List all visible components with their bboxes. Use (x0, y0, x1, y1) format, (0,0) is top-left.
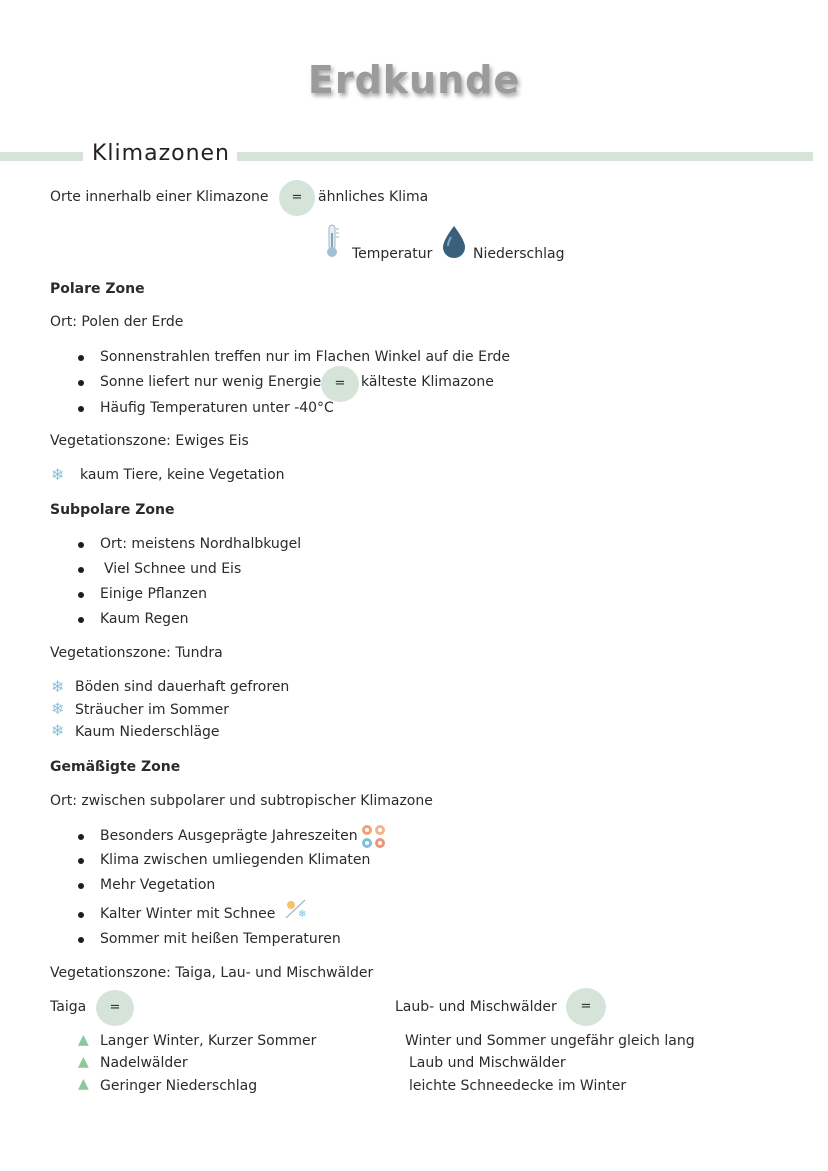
list-item: leichte Schneedecke im Winter (409, 1078, 627, 1094)
polar-heading: Polare Zone (50, 281, 145, 297)
subpolar-heading: Subpolare Zone (50, 502, 175, 518)
list-item: Sonne liefert nur wenig Energie (100, 374, 322, 390)
snowflake-icon: ❄ (51, 677, 65, 696)
list-item: Besonders Ausgeprägte Jahreszeiten (100, 828, 358, 844)
snow-line: Böden sind dauerhaft gefroren (75, 679, 290, 695)
bullet-dot (78, 542, 84, 548)
list-item: Geringer Niederschlag (100, 1078, 258, 1094)
thermometer-icon (323, 223, 343, 259)
section-heading: Klimazonen (92, 141, 230, 166)
tree-icon: ▲ (78, 1076, 89, 1092)
bullet-dot (78, 937, 84, 943)
list-item: Kaum Regen (100, 611, 189, 627)
list-item: Sommer mit heißen Temperaturen (100, 931, 341, 947)
bullet-dot (78, 617, 84, 623)
list-item: Häufig Temperaturen unter -40°C (100, 400, 334, 416)
snow-line: Kaum Niederschläge (75, 724, 220, 740)
bullet-dot (78, 858, 84, 864)
temperate-vegetation: Vegetationszone: Taiga, Lau- und Mischwälder (50, 965, 374, 981)
equals-circle: = (566, 988, 606, 1026)
snowflake-icon: ❄ (51, 721, 65, 740)
list-item: Mehr Vegetation (100, 877, 216, 893)
heading-bar-left (0, 152, 83, 161)
tree-icon: ▲ (78, 1032, 89, 1048)
bullet-dot (78, 406, 84, 412)
equals-circle: = (96, 990, 134, 1026)
subpolar-vegetation: Vegetationszone: Tundra (50, 645, 223, 661)
heading-bar-right (237, 152, 813, 161)
bullet-dot (78, 883, 84, 889)
snow-line: kaum Tiere, keine Vegetation (80, 467, 285, 483)
taiga-label: Taiga (50, 999, 87, 1015)
bullet-dot (78, 380, 84, 386)
bullet-dot (78, 567, 84, 573)
polar-vegetation: Vegetationszone: Ewiges Eis (50, 433, 249, 449)
equals-circle: = (321, 366, 359, 402)
list-item: Laub und Mischwälder (409, 1055, 566, 1071)
water-drop-icon (441, 225, 467, 259)
mixed-forest-label: Laub- und Mischwälder (395, 999, 557, 1015)
polar-location: Ort: Polen der Erde (50, 314, 184, 330)
list-item: Winter und Sommer ungefähr gleich lang (405, 1033, 695, 1049)
list-item: Viel Schnee und Eis (104, 561, 242, 577)
bullet-dot (78, 834, 84, 840)
bullet-dot (78, 355, 84, 361)
equals-circle: = (279, 180, 315, 216)
intro-left: Orte innerhalb einer Klimazone (50, 189, 269, 205)
bullet-dot (78, 592, 84, 598)
snowflake-icon: ❄ (51, 699, 65, 718)
intro-right: ähnliches Klima (318, 189, 429, 205)
temperate-location: Ort: zwischen subpolarer und subtropischer Klimazone (50, 793, 433, 809)
list-item: Langer Winter, Kurzer Sommer (100, 1033, 317, 1049)
bullet-dot (78, 912, 84, 918)
list-item: Einige Pflanzen (100, 586, 207, 602)
sun-snow-icon (284, 898, 308, 920)
list-item: Ort: meistens Nordhalbkugel (100, 536, 302, 552)
page-title: Erdkunde (307, 58, 521, 102)
temperate-heading: Gemäßigte Zone (50, 759, 181, 775)
snow-line: Sträucher im Sommer (75, 702, 230, 718)
list-item: Nadelwälder (100, 1055, 188, 1071)
list-item: Kalter Winter mit Schnee (100, 906, 276, 922)
seasons-icon (360, 824, 388, 850)
precipitation-label: Niederschlag (473, 246, 565, 262)
snowflake-icon: ❄ (51, 465, 65, 484)
list-item: Sonnenstrahlen treffen nur im Flachen Winkel auf die Erde (100, 349, 510, 365)
list-item: Klima zwischen umliegenden Klimaten (100, 852, 371, 868)
svg-text:❄: ❄ (298, 909, 307, 920)
tree-icon: ▲ (78, 1054, 89, 1070)
list-item-tail: kälteste Klimazone (361, 374, 494, 390)
temperature-label: Temperatur (352, 246, 433, 262)
